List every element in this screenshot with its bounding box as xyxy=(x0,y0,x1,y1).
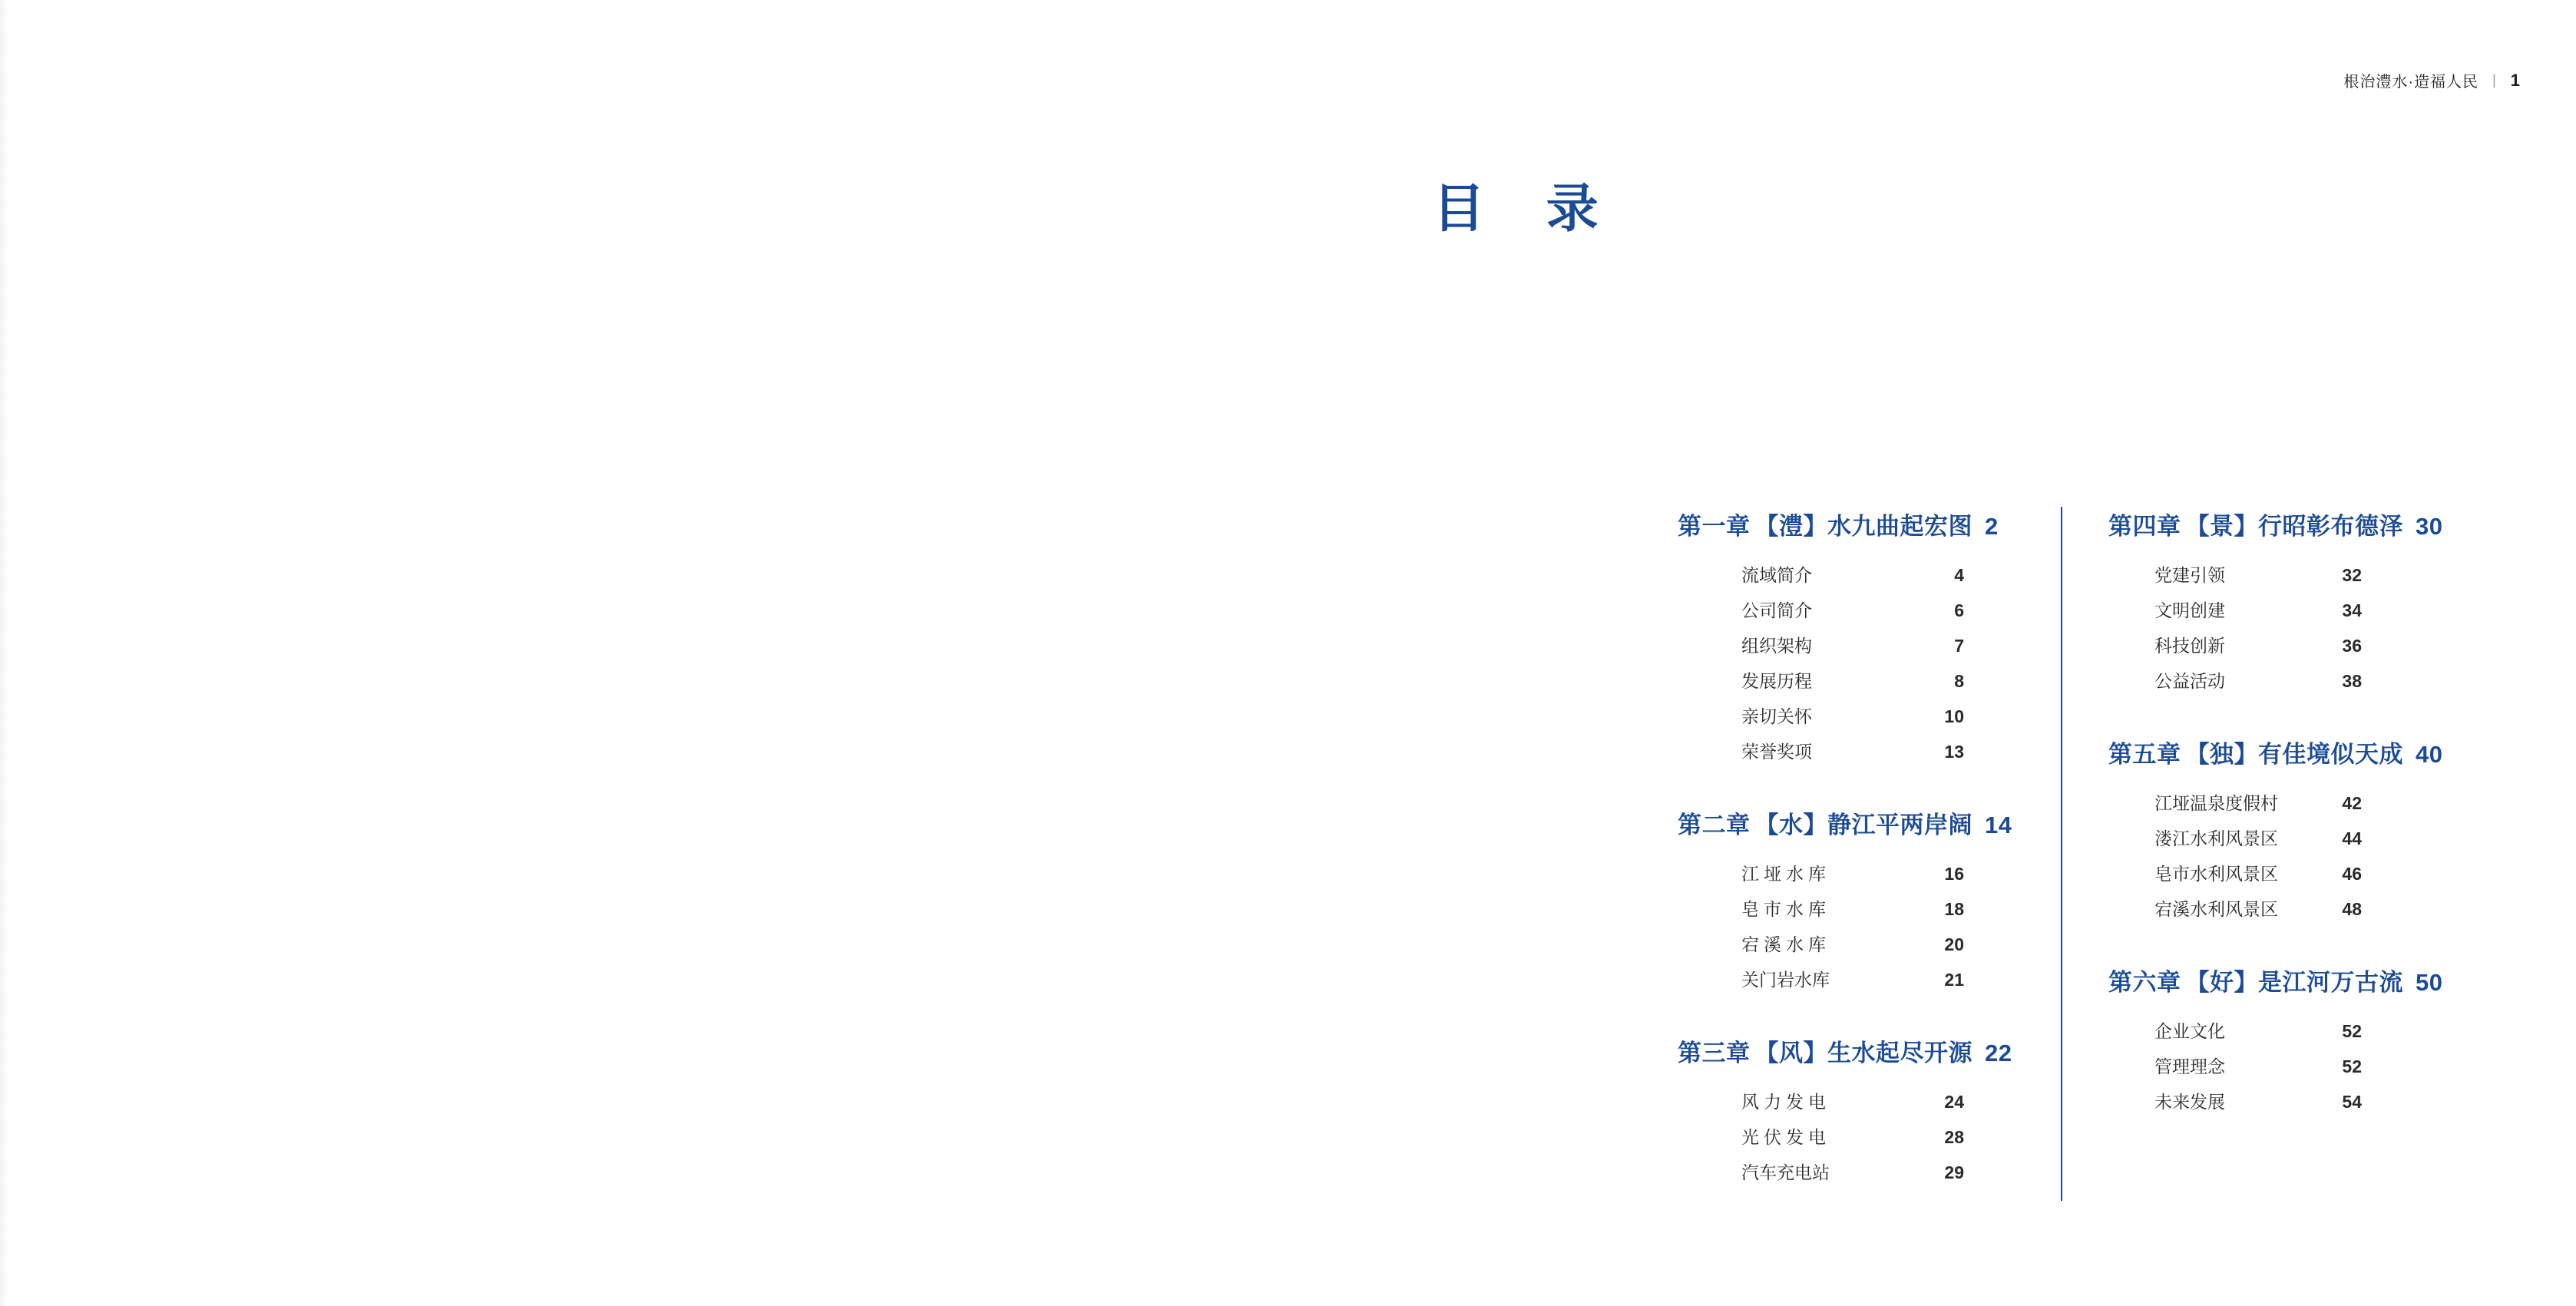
toc-chapter[interactable] xyxy=(1655,1033,2061,1184)
entry-page: 4 xyxy=(1954,565,1964,585)
entry-label: 亲切关怀 xyxy=(1741,706,1812,726)
toc-chapter-heading[interactable] xyxy=(1655,805,2061,840)
entry-page: 20 xyxy=(1944,934,1964,954)
entry-label: 管理理念 xyxy=(2154,1056,2225,1076)
list-item[interactable] xyxy=(2108,1088,2515,1113)
list-item[interactable] xyxy=(1655,895,2061,921)
toc-chapter[interactable] xyxy=(2108,507,2515,693)
page-spine-shadow xyxy=(0,0,8,1306)
entry-label: 公司简介 xyxy=(1741,600,1812,620)
page-header xyxy=(2343,69,2521,91)
entry-label: 流域简介 xyxy=(1741,565,1812,585)
list-item[interactable] xyxy=(2108,1053,2515,1078)
entry-label: 文明创建 xyxy=(2154,600,2225,620)
list-item[interactable] xyxy=(1655,860,2061,885)
chapter-page: 50 xyxy=(2416,969,2443,996)
toc-chapter[interactable] xyxy=(1655,805,2061,991)
chapter-page: 30 xyxy=(2416,513,2443,540)
entry-page: 38 xyxy=(2342,671,2362,691)
list-item[interactable] xyxy=(2108,632,2515,657)
header-divider: | xyxy=(2492,72,2497,88)
chapter-page: 40 xyxy=(2416,741,2443,768)
toc-entry-list xyxy=(1655,1088,2061,1184)
entry-page: 48 xyxy=(2342,899,2362,919)
chapter-title: 【风】生水起尽开源 xyxy=(1754,1040,1973,1066)
entry-label: 荣誉奖项 xyxy=(1741,742,1812,762)
toc-columns xyxy=(1655,507,2515,1201)
entry-label: 科技创新 xyxy=(2154,636,2225,656)
toc-chapter-heading[interactable] xyxy=(2108,735,2515,769)
list-item[interactable] xyxy=(1655,632,2061,657)
entry-page: 21 xyxy=(1944,970,1964,990)
entry-page: 24 xyxy=(1944,1092,1964,1112)
chapter-number: 第四章 xyxy=(2108,513,2181,540)
entry-label: 党建引领 xyxy=(2154,565,2225,585)
toc-chapter-heading[interactable] xyxy=(1655,507,2061,541)
entry-page: 6 xyxy=(1954,600,1964,620)
header-page-number: 1 xyxy=(2510,70,2521,90)
chapter-page: 14 xyxy=(1985,812,2012,838)
entry-page: 10 xyxy=(1944,706,1964,726)
list-item[interactable] xyxy=(1655,667,2061,693)
list-item[interactable] xyxy=(2108,860,2515,885)
entry-page: 34 xyxy=(2342,600,2362,620)
list-item[interactable] xyxy=(1655,931,2061,956)
entry-label: 关门岩水库 xyxy=(1741,970,1830,990)
entry-page: 44 xyxy=(2342,828,2362,848)
entry-label: 光伏发电 xyxy=(1741,1127,1830,1147)
toc-entry-list xyxy=(2108,561,2515,693)
list-item[interactable] xyxy=(2108,1017,2515,1043)
chapter-title: 【独】有佳境似天成 xyxy=(2185,741,2403,768)
list-item[interactable] xyxy=(2108,561,2515,587)
chapter-number: 第二章 xyxy=(1678,812,1751,838)
entry-page: 18 xyxy=(1944,899,1964,919)
entry-label: 皂市水利风景区 xyxy=(2154,864,2278,884)
entry-label: 汽车充电站 xyxy=(1741,1162,1830,1182)
entry-label: 宕溪水库 xyxy=(1741,934,1830,954)
entry-page: 46 xyxy=(2342,864,2362,884)
entry-label: 发展历程 xyxy=(1741,671,1812,691)
entry-label: 宕溪水利风景区 xyxy=(2154,899,2278,919)
entry-label: 未来发展 xyxy=(2154,1092,2225,1112)
toc-chapter-heading[interactable] xyxy=(2108,507,2515,541)
list-item[interactable] xyxy=(2108,895,2515,921)
toc-column-left xyxy=(1655,507,2061,1201)
toc-chapter[interactable] xyxy=(2108,735,2515,921)
entry-page: 28 xyxy=(1944,1127,1964,1147)
toc-entry-list xyxy=(2108,1017,2515,1113)
list-item[interactable] xyxy=(2108,597,2515,622)
list-item[interactable] xyxy=(1655,1088,2061,1113)
chapter-title: 【水】静江平两岸阔 xyxy=(1754,812,1973,838)
chapter-title: 【好】是江河万古流 xyxy=(2185,969,2403,996)
toc-column-right xyxy=(2061,507,2515,1201)
page-title: 目 录 xyxy=(1433,179,1620,240)
list-item[interactable] xyxy=(1655,1159,2061,1184)
entry-page: 54 xyxy=(2342,1092,2362,1112)
list-item[interactable] xyxy=(1655,966,2061,991)
chapter-number: 第六章 xyxy=(2108,969,2181,996)
chapter-page: 2 xyxy=(1985,513,1999,540)
chapter-title: 【澧】水九曲起宏图 xyxy=(1754,513,1973,540)
toc-chapter[interactable] xyxy=(2108,963,2515,1113)
chapter-number: 第五章 xyxy=(2108,741,2181,768)
toc-entry-list xyxy=(1655,561,2061,763)
list-item[interactable] xyxy=(1655,1123,2061,1149)
entry-page: 13 xyxy=(1944,742,1964,762)
chapter-title: 【景】行昭彰布德泽 xyxy=(2185,513,2403,540)
entry-page: 52 xyxy=(2342,1021,2362,1041)
toc-chapter-heading[interactable] xyxy=(1655,1033,2061,1068)
list-item[interactable] xyxy=(2108,667,2515,693)
entry-page: 32 xyxy=(2342,565,2362,585)
entry-label: 溇江水利风景区 xyxy=(2154,828,2278,848)
entry-label: 皂市水库 xyxy=(1741,899,1830,919)
chapter-page: 22 xyxy=(1985,1040,2012,1066)
entry-label: 公益活动 xyxy=(2154,671,2225,691)
toc-chapter[interactable] xyxy=(1655,507,2061,763)
entry-label: 组织架构 xyxy=(1741,636,1812,656)
entry-page: 7 xyxy=(1954,636,1964,656)
list-item[interactable] xyxy=(1655,561,2061,587)
entry-page: 42 xyxy=(2342,793,2362,813)
list-item[interactable] xyxy=(1655,703,2061,728)
entry-label: 江垭水库 xyxy=(1741,864,1830,884)
entry-page: 16 xyxy=(1944,864,1964,884)
chapter-number: 第三章 xyxy=(1678,1040,1751,1066)
entry-page: 8 xyxy=(1954,671,1964,691)
toc-chapter-heading[interactable] xyxy=(2108,963,2515,997)
list-item[interactable] xyxy=(2108,825,2515,850)
entry-label: 企业文化 xyxy=(2154,1021,2225,1041)
entry-label: 风力发电 xyxy=(1741,1092,1830,1112)
list-item[interactable] xyxy=(1655,597,2061,622)
header-slogan: 根治澧水·造福人民 xyxy=(2343,74,2479,91)
entry-page: 29 xyxy=(1944,1162,1964,1182)
toc-entry-list xyxy=(1655,860,2061,991)
list-item[interactable] xyxy=(1655,738,2061,763)
entry-label: 江垭温泉度假村 xyxy=(2154,793,2278,813)
entry-page: 52 xyxy=(2342,1056,2362,1076)
toc-entry-list xyxy=(2108,789,2515,921)
list-item[interactable] xyxy=(2108,789,2515,815)
chapter-number: 第一章 xyxy=(1678,513,1751,540)
entry-page: 36 xyxy=(2342,636,2362,656)
